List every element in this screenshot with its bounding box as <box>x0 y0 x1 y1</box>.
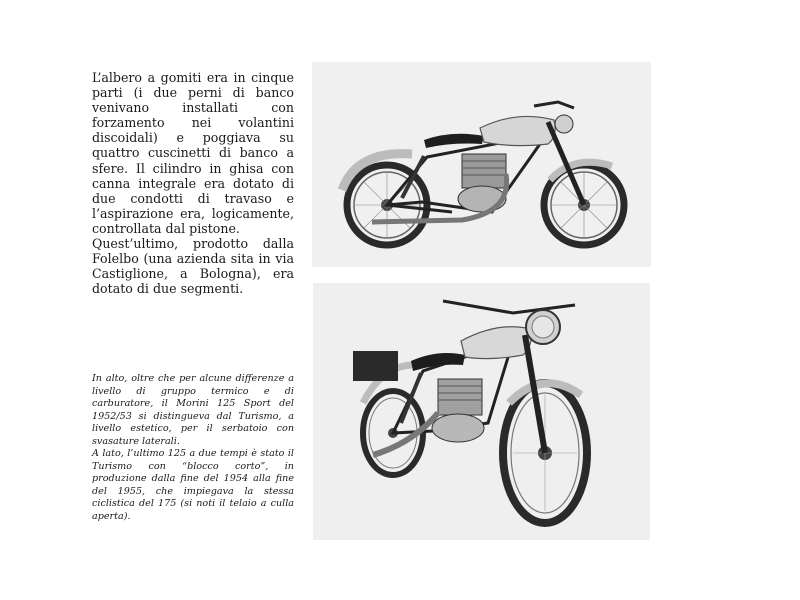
article-paragraph: L’albero a gomiti era in cinque parti (i due perni di banco venivano installati con forzamento nei volantini discoidali) e poggiava su quattro cuscinetti di banco a sfere. Il cilindro in ghisa con canna integrale era dotato di due condotti di travaso e l’aspirazione era, logicamente, controllata dal pistone. <box>92 70 294 236</box>
caption-paragraph: A lato, l’ultimo 125 a due tempi è stato il Turismo con “blocco corto”, in produzione dalla fine del 1954 alla fine del 1955, che impiegava la stessa ciclistica del 175 (si noti il telaio a culla aperta). <box>92 448 294 522</box>
photo-caption <box>92 373 294 523</box>
photo-motorcycle-turismo <box>313 283 650 540</box>
article-body <box>92 70 294 296</box>
article-paragraph: Quest’ultimo, prodotto dalla Folelbo (una azienda sita in via Castiglione, a Bologna), era dotato di due segmenti. <box>92 236 294 297</box>
caption-paragraph: In alto, oltre che per alcune differenze a livello di gruppo termico e di carburatore, il Morini 125 Sport del 1952/53 si distingueva dal Turismo, a livello estetico, per il serbatoio con svasature laterali. <box>92 373 294 447</box>
motorcycle-sport-illustration <box>312 62 651 267</box>
motorcycle-turismo-illustration <box>313 283 650 540</box>
photo-motorcycle-sport <box>312 62 651 267</box>
